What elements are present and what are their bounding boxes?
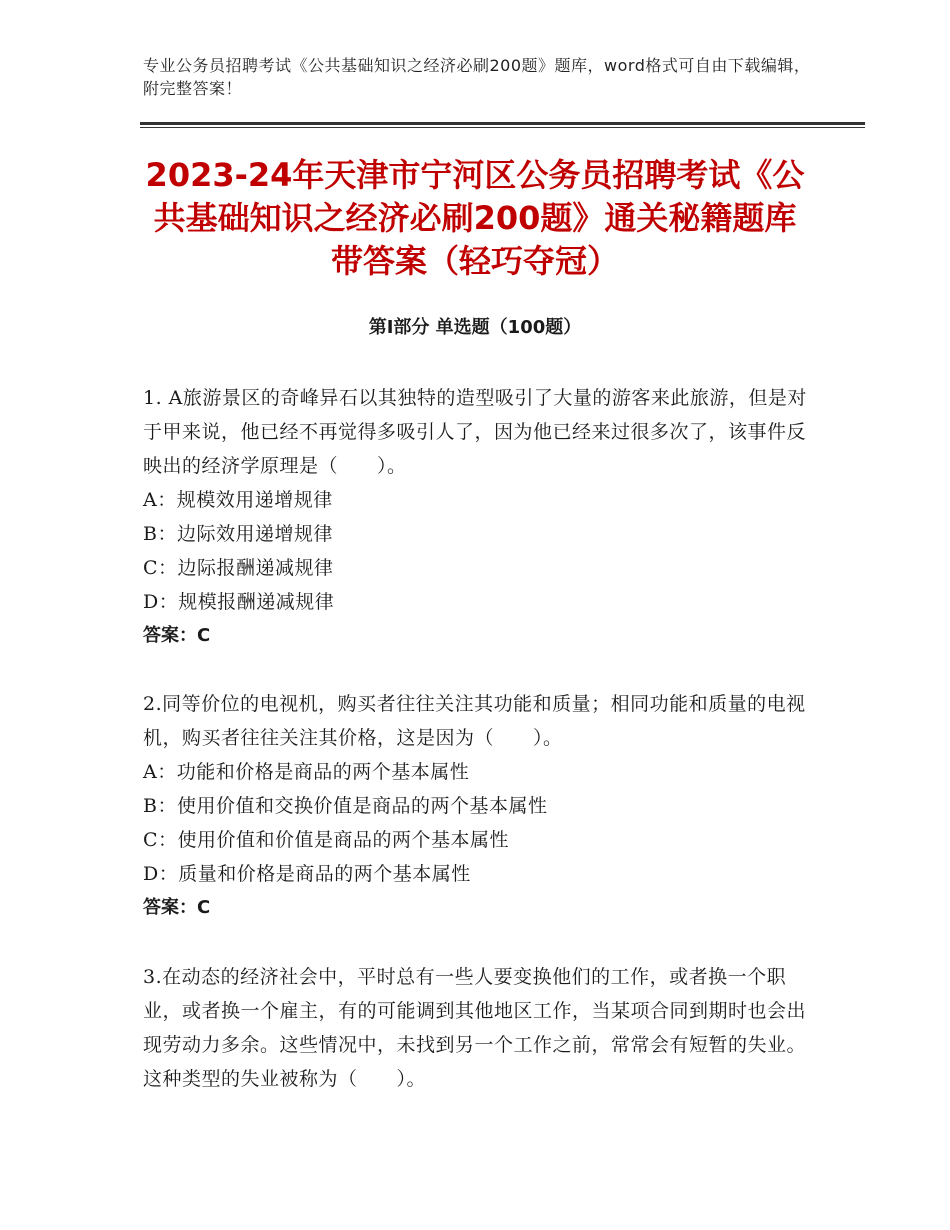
question-2 bbox=[143, 687, 808, 925]
option-a: A：规模效用递增规律 bbox=[143, 489, 333, 511]
answer: 答案：C bbox=[143, 625, 211, 646]
question-stem: 1. A旅游景区的奇峰异石以其独特的造型吸引了大量的游客来此旅游，但是对于甲来说，他已经不再觉得多吸引人了，因为他已经来过很多次了，该事件反映出的经济学原理是（ ）。 bbox=[143, 387, 807, 477]
option-b: B：使用价值和交换价值是商品的两个基本属性 bbox=[143, 795, 548, 817]
option-d: D：规模报酬递减规律 bbox=[143, 591, 335, 613]
header-divider-thick bbox=[140, 122, 865, 125]
option-b: B：边际效用递增规律 bbox=[143, 523, 333, 545]
question-3 bbox=[143, 960, 808, 1096]
option-a: A：功能和价格是商品的两个基本属性 bbox=[143, 761, 470, 783]
section-title: 第Ⅰ部分 单选题（100题） bbox=[368, 317, 582, 338]
question-stem: 2.同等价位的电视机，购买者往往关注其功能和质量；相同功能和质量的电视机，购买者往往关注其价格，这是因为（ ）。 bbox=[143, 693, 806, 749]
option-c: C：使用价值和价值是商品的两个基本属性 bbox=[143, 829, 510, 851]
answer: 答案：C bbox=[143, 897, 211, 918]
document-title: 2023-24年天津市宁河区公务员招聘考试《公共基础知识之经济必刷200题》通关秘籍题库带答案（轻巧夺冠） bbox=[145, 156, 805, 280]
option-d: D：质量和价格是商品的两个基本属性 bbox=[143, 863, 471, 885]
question-stem: 3.在动态的经济社会中，平时总有一些人要变换他们的工作，或者换一个职业，或者换一个雇主，有的可能调到其他地区工作，当某项合同到期时也会出现劳动力多余。这些情况中，未找到另一个工作之前，常常会有短暂的失业。这种类型的失业被称为（ ）。 bbox=[143, 966, 807, 1090]
header-note: 专业公务员招聘考试《公共基础知识之经济必刷200题》题库，word格式可自由下载编辑，附完整答案！ bbox=[143, 56, 811, 98]
option-c: C：边际报酬递减规律 bbox=[143, 557, 334, 579]
header-divider-thin bbox=[140, 127, 865, 128]
question-1 bbox=[143, 381, 808, 653]
